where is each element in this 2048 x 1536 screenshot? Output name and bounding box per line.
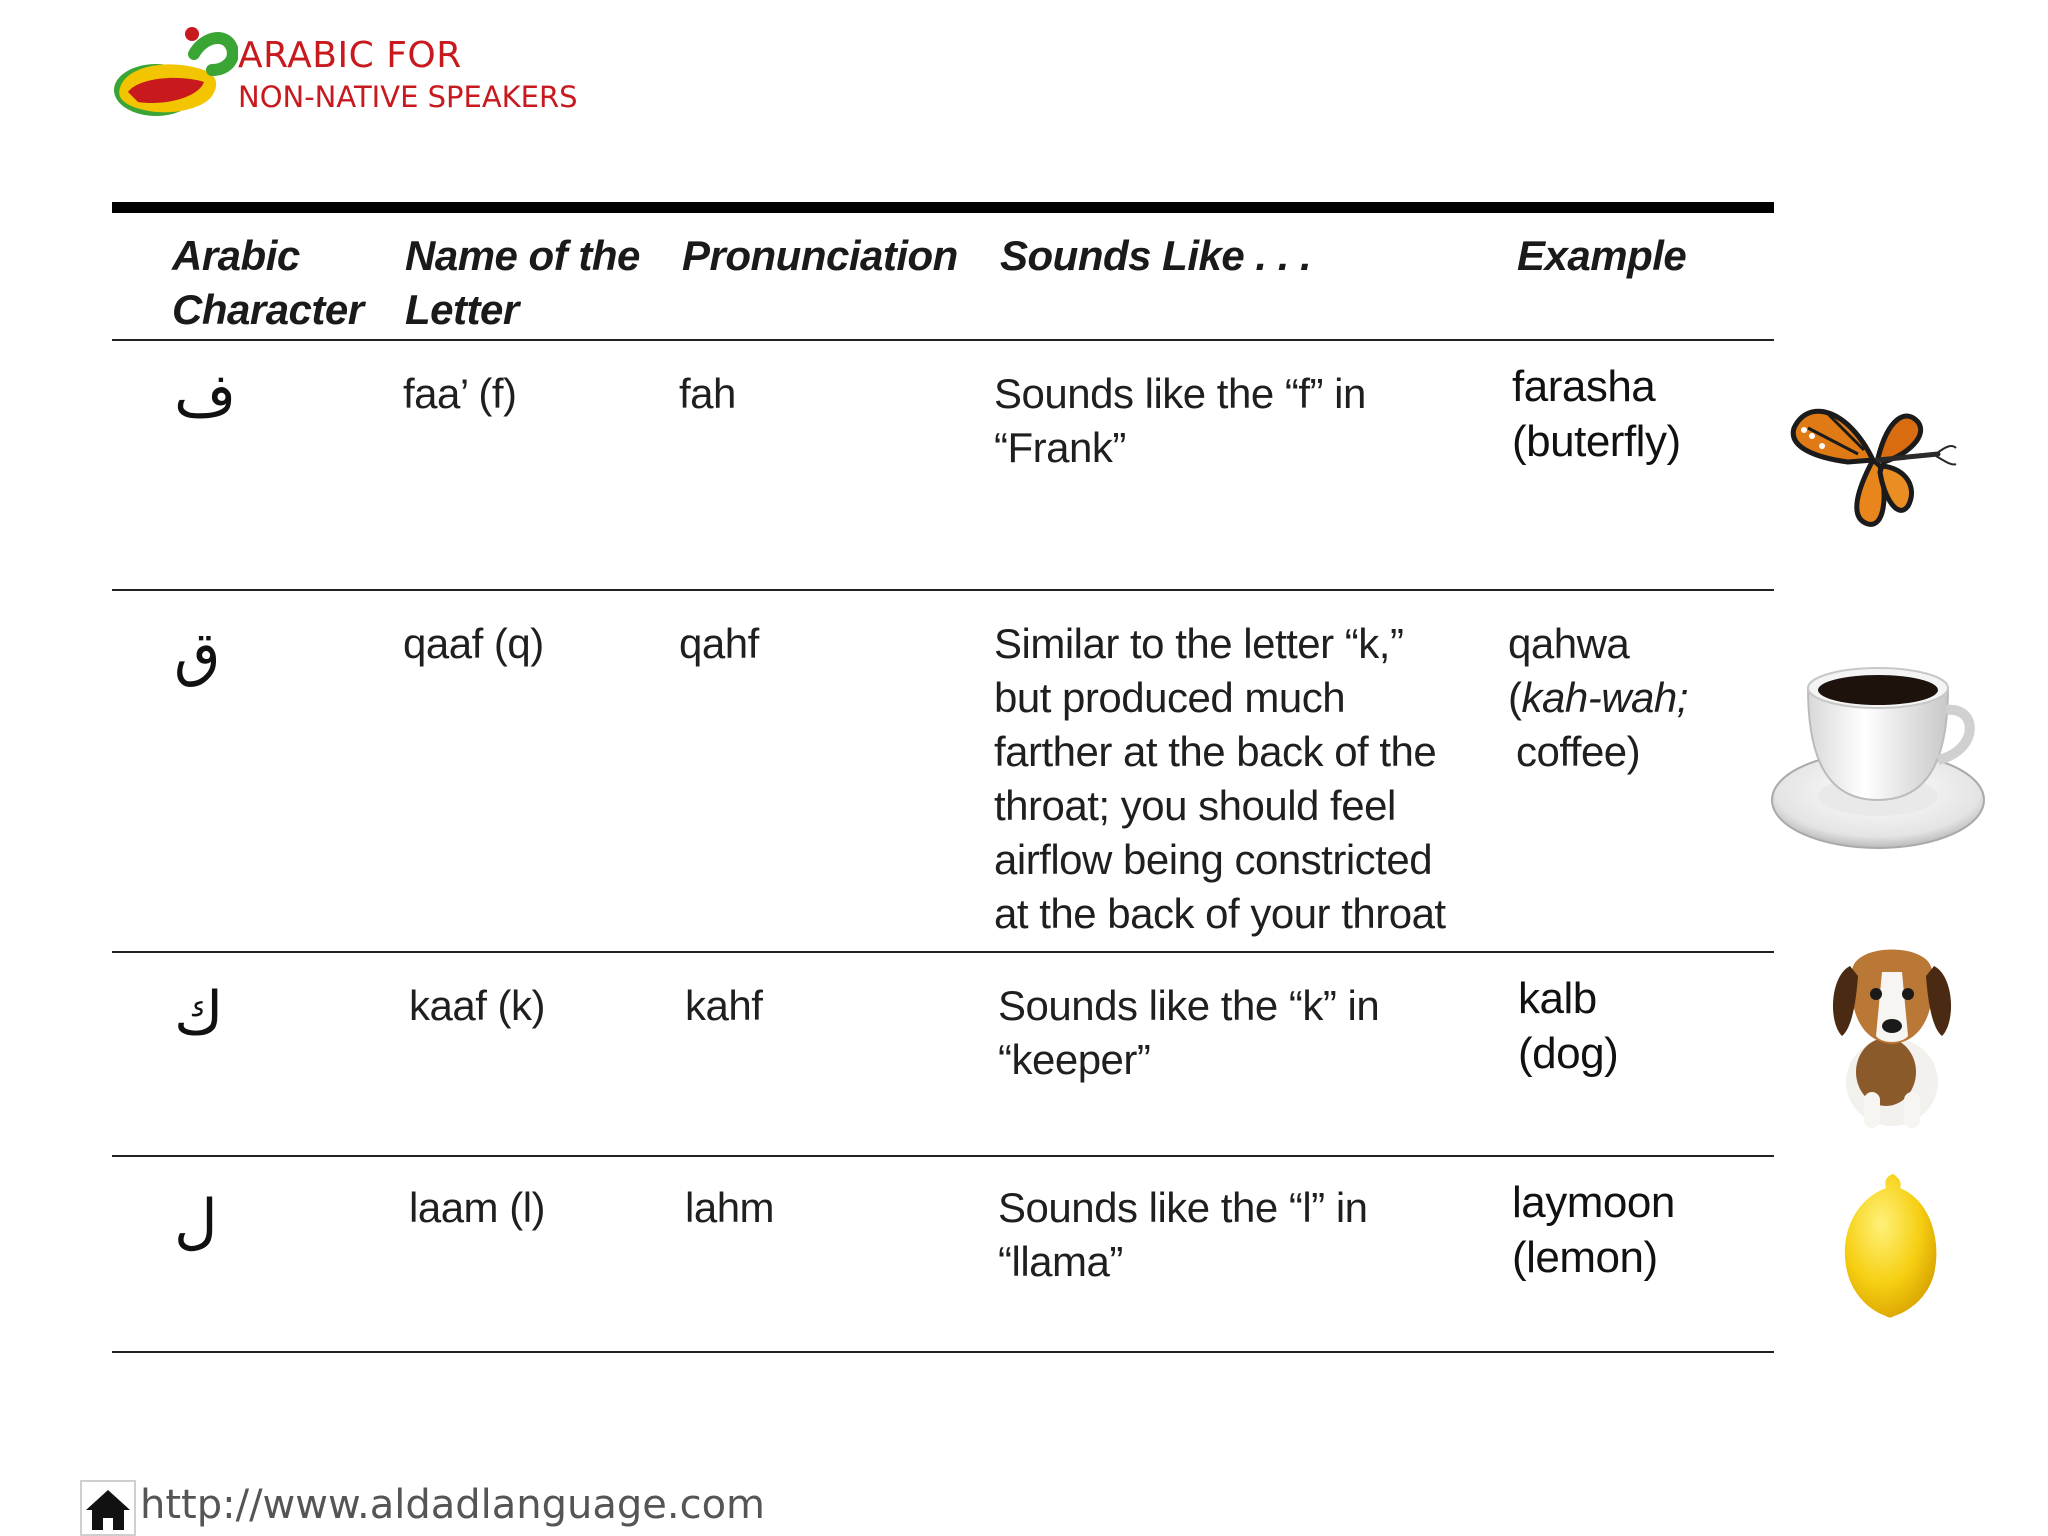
lemon-icon <box>1838 1170 1948 1320</box>
sounds-like-line: “Frank” <box>994 424 1126 471</box>
example-line: (dog) <box>1518 1029 1619 1078</box>
sounds-like-line: airflow being constricted <box>994 836 1433 883</box>
sounds-like-line: “llama” <box>998 1238 1123 1285</box>
sounds-like-line: at the back of your throat <box>994 890 1446 937</box>
example-line <box>1508 671 1688 725</box>
sounds-like-line: “keeper” <box>998 1036 1151 1083</box>
arabic-character: ك <box>174 979 224 1049</box>
example-transliteration: kah-wah; <box>1521 674 1688 721</box>
sounds-like-line: throat; you should feel <box>994 782 1396 829</box>
logo-title-line2: NON-NATIVE SPEAKERS <box>238 79 578 114</box>
example-line: coffee) <box>1516 728 1641 775</box>
example-word <box>1518 971 1618 1081</box>
example-line: kalb <box>1518 974 1597 1023</box>
table-row <box>112 953 1774 1157</box>
letter-name: kaaf (k) <box>409 982 546 1029</box>
example-line: (lemon) <box>1512 1233 1658 1282</box>
pronunciation: kahf <box>685 982 763 1029</box>
coffee-cup-icon <box>1768 650 1988 855</box>
dad-letter-logo-icon <box>108 18 238 128</box>
arabic-character: ل <box>174 1187 218 1257</box>
logo-title-line1: ARABIC FOR <box>238 35 462 76</box>
header-text: Name of the <box>405 232 640 279</box>
sounds-like <box>998 1181 1368 1289</box>
sounds-like-line: Similar to the letter “k,” <box>994 620 1404 667</box>
example-line: (buterfly) <box>1512 417 1681 466</box>
header-sounds-like: Sounds Like . . . <box>1000 232 1312 279</box>
butterfly-icon <box>1788 388 1958 528</box>
header-letter-name <box>405 229 640 337</box>
header-text: Letter <box>405 286 519 333</box>
header-example: Example <box>1517 232 1687 279</box>
table-top-rule <box>112 202 1774 213</box>
table-header <box>112 213 1774 341</box>
example-word <box>1512 1175 1675 1285</box>
sounds-like-line: but produced much <box>994 674 1346 721</box>
paren: ( <box>1508 674 1522 721</box>
home-icon[interactable] <box>80 1480 136 1536</box>
arabic-character: ف <box>174 361 237 431</box>
header-text: Character <box>172 286 364 333</box>
example-line: laymoon <box>1512 1178 1675 1227</box>
sounds-like <box>998 979 1379 1087</box>
example-word <box>1512 359 1681 469</box>
letter-name: faa’ (f) <box>403 370 517 417</box>
table-row <box>112 591 1774 953</box>
header-pronunciation: Pronunciation <box>682 232 958 279</box>
dog-icon <box>1812 932 1972 1132</box>
logo <box>108 18 608 128</box>
pronunciation: qahf <box>679 620 759 667</box>
table-row <box>112 1157 1774 1353</box>
arabic-character: ق <box>174 619 221 689</box>
pronunciation: fah <box>679 370 736 417</box>
table-row <box>112 341 1774 591</box>
sounds-like-line: farther at the back of the <box>994 728 1437 775</box>
example-line: farasha <box>1512 362 1656 411</box>
header-arabic-character <box>172 229 364 337</box>
example-word <box>1508 617 1688 779</box>
sounds-like <box>994 617 1446 941</box>
example-line: qahwa <box>1508 620 1630 667</box>
sounds-like-line: Sounds like the “f” in <box>994 370 1366 417</box>
letter-name: qaaf (q) <box>403 620 544 667</box>
pronunciation: lahm <box>685 1184 775 1231</box>
header-text: Arabic <box>172 232 300 279</box>
sounds-like-line: Sounds like the “k” in <box>998 982 1380 1029</box>
sounds-like-line: Sounds like the “l” in <box>998 1184 1368 1231</box>
sounds-like <box>994 367 1366 475</box>
website-link[interactable]: http://www.aldadlanguage.com <box>140 1482 766 1528</box>
letter-name: laam (l) <box>409 1184 546 1231</box>
